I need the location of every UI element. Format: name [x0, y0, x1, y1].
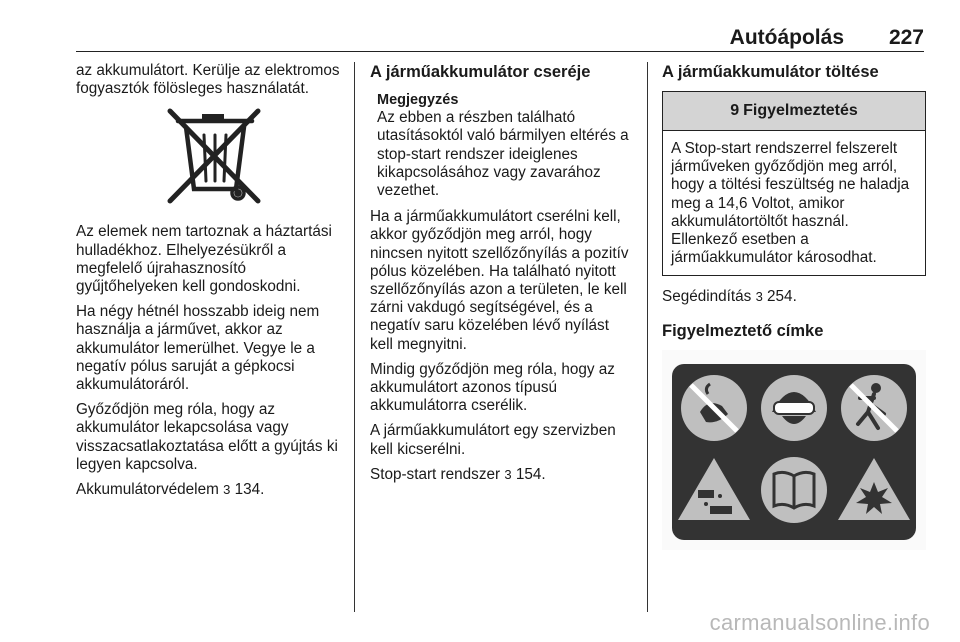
reference-page: 254. — [767, 288, 797, 306]
crossed-bin-icon — [164, 105, 264, 209]
column-3 — [662, 62, 926, 550]
keep-children-away-icon — [841, 375, 907, 441]
column-2 — [370, 62, 636, 491]
page-number: 227 — [888, 26, 924, 49]
page-title: Autóápolás — [729, 26, 844, 49]
column-divider — [647, 62, 648, 612]
paragraph: Mindig győződjön meg róla, hogy az akkumulátort azonos típusú akkumulátorra cserélik. — [370, 360, 615, 415]
reference-text: Akkumulátorvédelem — [76, 481, 219, 499]
warning-box — [662, 91, 926, 276]
paragraph: Győződjön meg róla, hogy az akkumulátor lekapcsolása vagy visszacsatlakoztatása előtt a gyújtás ki legyen kapcsolva. — [76, 401, 338, 473]
section-heading: A járműakkumulátor cseréje — [370, 63, 591, 81]
page-header — [76, 26, 924, 52]
column-1 — [76, 62, 352, 506]
reference-arrow-icon: 3 — [223, 482, 231, 498]
eye-protection-icon — [761, 375, 827, 441]
warning-icon: 9 — [730, 101, 740, 119]
reference-arrow-icon: 3 — [755, 289, 763, 305]
paragraph: Ha négy hétnél hosszabb ideig nem használja a járművet, akkor az akkumulátor lemerülhet. Vegye le a negatív pólus saruját a gépkocsi akkumulátoráról. — [76, 303, 320, 394]
paragraph: Ha a járműakkumulátort cserélni kell, akkor győződjön meg arról, hogy nincsen nyitott szellőzőnyílás a pozitív pólus közelében. Ha található nyitott szellőzőnyílás azon a területen, le kell zárni vakdugó segítségével, és a negatív saru közelében lévő nyílást kell megnyitni. — [370, 208, 629, 353]
read-manual-icon — [761, 457, 827, 523]
reference-arrow-icon: 3 — [504, 466, 512, 482]
reference-page: 134. — [234, 481, 265, 499]
warning-label-image — [662, 350, 926, 550]
column-divider — [354, 62, 355, 612]
warning-header — [663, 92, 925, 131]
section-heading: A járműakkumulátor töltése — [662, 63, 879, 81]
paragraph: Az elemek nem tartoznak a háztartási hulladékhoz. Elhelyezésükről a megfelelő újrahasznosító gyűjtőhelyeken kell gondoskodni. — [76, 223, 332, 296]
warning-title: Figyelmeztetés — [743, 101, 858, 119]
header-rule — [76, 51, 924, 52]
cross-reference[interactable] — [370, 466, 636, 484]
note-title: Megjegyzés — [377, 92, 459, 108]
paragraph: A járműakkumulátort egy szervizben kell kicserélni. — [370, 422, 616, 458]
warning-text: A Stop-start rendszerrel felszerelt járműveken győződjön meg arról, hogy a töltési feszültség ne haladja meg a 14,6 Voltot, amikor akkumulátortöltőt használ. Ellenkező esetben a járműakkumulátor károsodhat. — [671, 140, 910, 267]
cross-reference[interactable] — [76, 481, 352, 499]
reference-text: Segédindítás — [662, 288, 752, 306]
note-text: Az ebben a részben található utasításoktól való bármilyen eltérés a stop-start rendszer ideiglenes kikapcsolásához vagy zavarához vezethet. — [377, 109, 629, 200]
no-smoking-icon — [681, 375, 747, 441]
section-heading: Figyelmeztető címke — [662, 321, 824, 340]
cross-reference[interactable] — [662, 288, 926, 306]
note-block — [370, 91, 636, 200]
paragraph: az akkumulátort. Kerülje az elektromos fogyasztók fölösleges használatát. — [76, 62, 340, 98]
reference-page: 154. — [515, 465, 546, 483]
watermark: carmanualsonline.info — [709, 610, 930, 635]
reference-text: Stop-start rendszer — [370, 465, 501, 483]
